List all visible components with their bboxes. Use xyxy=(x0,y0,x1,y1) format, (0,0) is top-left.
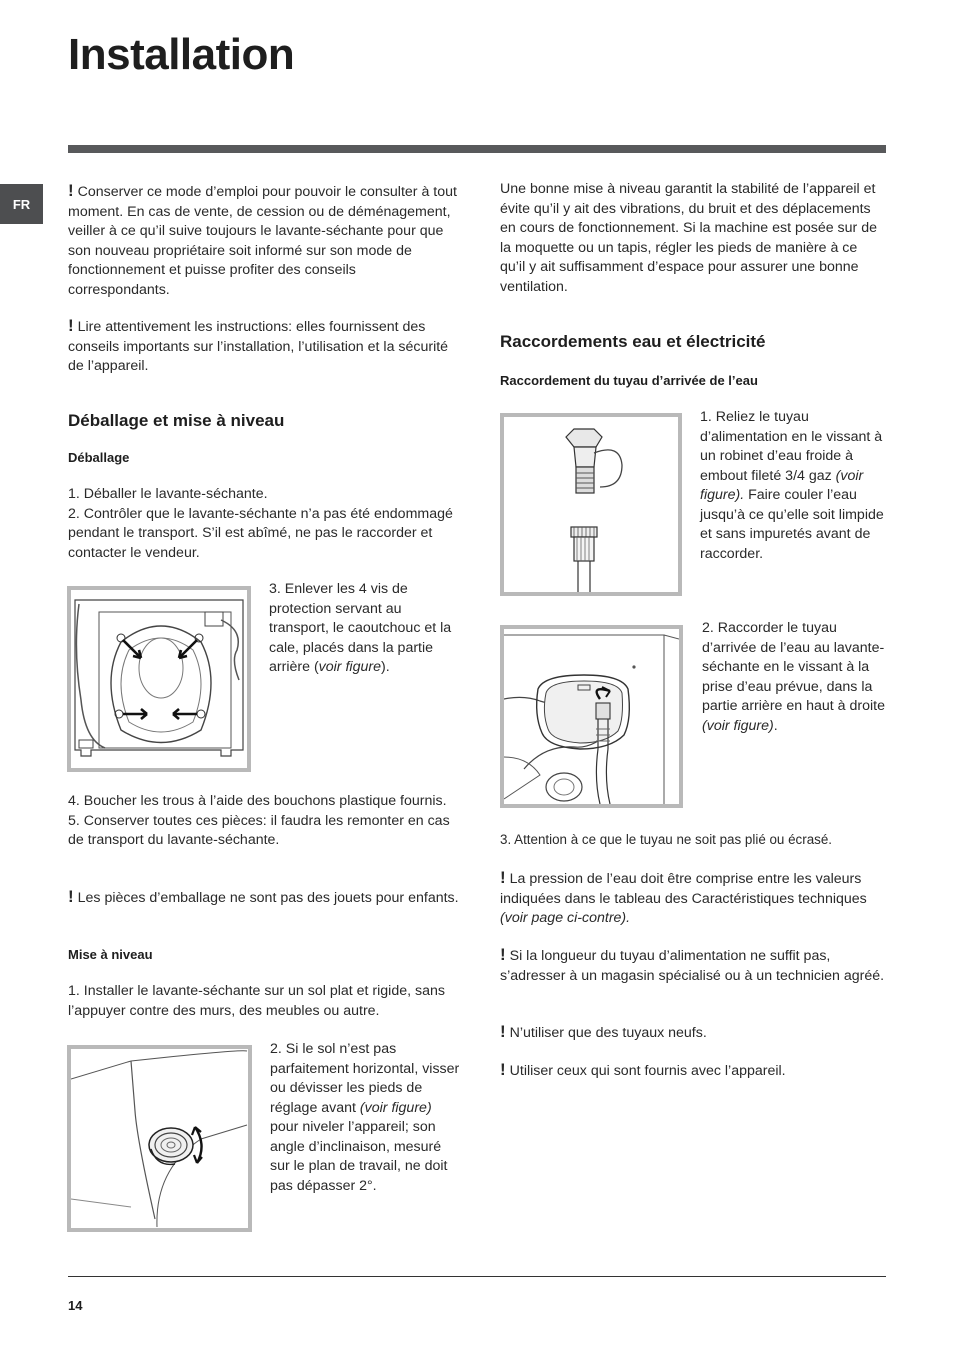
page-title: Installation xyxy=(68,30,295,79)
warning-icon: ! xyxy=(68,887,74,906)
supplied-hose-warning: ! Utiliser ceux qui sont fournis avec l’appareil. xyxy=(500,1060,786,1079)
warning-icon: ! xyxy=(68,181,74,200)
subheading-inlet-hose: Raccordement du tuyau d’arrivée de l’eau xyxy=(500,373,758,388)
hose-length-warning: ! Si la longueur du tuyau d’alimentation ne suffit pas, s’adresser à un magasin spécialisé ou à un technicien agréé. xyxy=(500,945,885,984)
figure-machine-inlet xyxy=(500,625,683,808)
new-hose-warning: ! N’utiliser que des tuyaux neufs. xyxy=(500,1022,707,1041)
figure-tap-hose xyxy=(500,413,682,596)
language-tab: FR xyxy=(0,184,43,224)
section-heading-unpacking: Déballage et mise à niveau xyxy=(68,411,285,430)
unpacking-steps-1-2: 1. Déballer le lavante-séchante. 2. Contrôler que le lavante-séchante n’a pas été endommagé pendant le transport. S’il est abîmé, ne pas le raccorder et contacter le vendeur. xyxy=(68,486,453,561)
figure-rear-transport-screws xyxy=(67,586,251,772)
leveling-intro: Une bonne mise à niveau garantit la stabilité de l’appareil et évite qu’il y ait des vibrations, du bruit et des déplacements en cours de fonctionnement. Si la machine est posée sur de la moquette ou un tapis, régler les pieds de manière à ce qu’il y ait suffisamment d’espace pour assurer une bonne ventilation. xyxy=(500,181,877,295)
pressure-warning: ! La pression de l’eau doit être comprise entre les valeurs indiquées dans le tableau des Caractéristiques techniques (voir page ci-contre). xyxy=(500,868,867,926)
water-step-3: 3. Attention à ce que le tuyau ne soit pas plié ou écrasé. xyxy=(500,832,833,847)
unpacking-steps-4-5: 4. Boucher les trous à l’aide des bouchons plastique fournis. 5. Conserver toutes ces pièces: il faudra les remonter en cas de transport du lavante-séchante. xyxy=(68,793,450,848)
subheading-leveling: Mise à niveau xyxy=(68,947,153,962)
warning-icon: ! xyxy=(68,316,74,335)
warning-icon: ! xyxy=(500,1022,506,1041)
page-number: 14 xyxy=(68,1298,83,1313)
packaging-warning: ! Les pièces d’emballage ne sont pas des jouets pour enfants. xyxy=(68,887,459,906)
leveling-step-1: 1. Installer le lavante-séchante sur un sol plat et rigide, sans l’appuyer contre des murs, des meubles ou autre. xyxy=(68,983,445,1019)
leveling-step-2: 2. Si le sol n’est pas parfaitement horizontal, visser ou dévisser les pieds de réglage avant (voir figure) pour niveler l’appareil; son angle d’inclinaison, mesuré sur le plan de travail, ne doit pas dépasser 2°. xyxy=(270,1041,460,1194)
warning-icon: ! xyxy=(500,945,506,964)
intro-note-2: ! Lire attentivement les instructions: elles fournissent des conseils importants sur l’installation, l’utilisation et la sécurité de l’appareil. xyxy=(68,316,449,374)
footer-rule xyxy=(68,1276,886,1277)
intro-note-1: ! Conserver ce mode d’emploi pour pouvoir le consulter à tout moment. En cas de vente, de cession ou de déménagement, veiller à ce qu’il suive toujours le lavante-séchante pour que son nouveau propriétaire soit informé sur son mode de fonctionnement et puisse profiter des conseils correspondants. xyxy=(68,181,457,298)
subheading-unpacking: Déballage xyxy=(68,450,130,465)
warning-icon: ! xyxy=(500,1060,506,1079)
water-step-2: 2. Raccorder le tuyau d’arrivée de l’eau au lavante-séchante en le vissant à la prise d’eau prévue, dans la partie arrière en haut à droite (voir figure). xyxy=(702,620,885,734)
figure-leveling-foot xyxy=(67,1045,252,1232)
warning-icon: ! xyxy=(500,868,506,887)
unpacking-step-3: 3. Enlever les 4 vis de protection servant au transport, le caoutchouc et la cale, placés dans la partie arrière (voir figure). xyxy=(269,581,452,675)
header-rule xyxy=(68,145,886,153)
section-heading-connections: Raccordements eau et électricité xyxy=(500,332,766,351)
water-step-1: 1. Reliez le tuyau d’alimentation en le vissant à un robinet d’eau froide à embout fileté 3/4 gaz (voir figure). Faire couler l’eau jusqu’à ce qu’elle soit limpide et sans impuretés avant de raccorder. xyxy=(700,409,884,562)
